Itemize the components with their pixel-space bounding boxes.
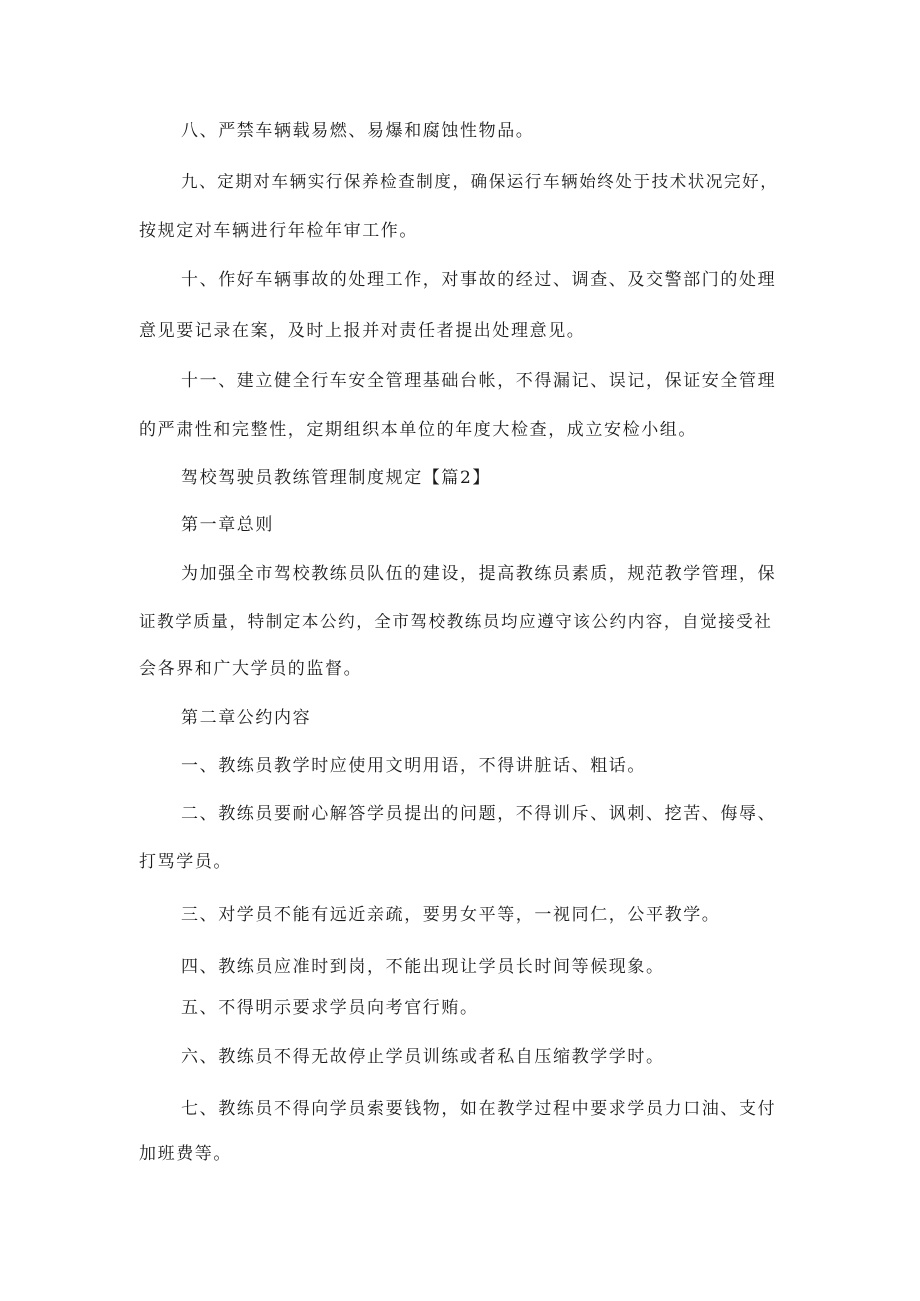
paragraph-line: 证教学质量，特制定本公约，全市驾校教练员均应遵守该公约内容，自觉接受社 bbox=[139, 612, 773, 631]
paragraph-line: 四、教练员应准时到岗，不能出现让学员长时间等候现象。 bbox=[181, 957, 665, 977]
paragraph-line: 打骂学员。 bbox=[139, 852, 232, 872]
paragraph-line: 一、教练员教学时应使用文明用语，不得讲脏话、粗话。 bbox=[181, 756, 646, 776]
paragraph-line: 会各界和广大学员的监督。 bbox=[139, 659, 363, 679]
paragraph-line: 十、作好车辆事故的处理工作，对事故的经过、调查、及交警部门的处理 bbox=[181, 270, 777, 290]
chapter-heading: 第一章总则 bbox=[181, 515, 274, 535]
paragraph-line: 九、定期对车辆实行保养检查制度，确保运行车辆始终处于技术状况完好， bbox=[181, 172, 779, 191]
paragraph-line: 加班费等。 bbox=[139, 1144, 232, 1164]
paragraph-line: 十一、建立健全行车安全管理基础台帐，不得漏记、误记，保证安全管理 bbox=[181, 371, 777, 391]
paragraph-line: 意见要记录在案，及时上报并对责任者提出处理意见。 bbox=[139, 321, 586, 341]
paragraph-line: 七、教练员不得向学员索要钱物，如在教学过程中要求学员力口油、支付 bbox=[181, 1099, 777, 1119]
paragraph-line: 五、不得明示要求学员向考官行贿。 bbox=[181, 998, 479, 1018]
paragraph-line: 八、严禁车辆载易燃、易爆和腐蚀性物品。 bbox=[181, 121, 535, 141]
chapter-heading: 第二章公约内容 bbox=[181, 708, 312, 728]
paragraph-line: 的严肃性和完整性，定期组织本单位的年度大检查，成立安检小组。 bbox=[139, 420, 697, 440]
paragraph-line: 三、对学员不能有远近亲疏，要男女平等，一视同仁，公平教学。 bbox=[181, 905, 721, 925]
section-heading: 驾校驾驶员教练管理制度规定【篇2】 bbox=[181, 468, 492, 488]
paragraph-line: 为加强全市驾校教练员队伍的建设，提高教练员素质，规范教学管理，保 bbox=[181, 564, 777, 584]
paragraph-line: 二、教练员要耐心解答学员提出的问题，不得训斥、讽刺、挖苦、侮辱、 bbox=[181, 804, 777, 824]
paragraph-line: 六、教练员不得无故停止学员训练或者私自压缩教学学时。 bbox=[181, 1047, 665, 1067]
paragraph-line: 按规定对车辆进行年检年审工作。 bbox=[139, 221, 418, 241]
